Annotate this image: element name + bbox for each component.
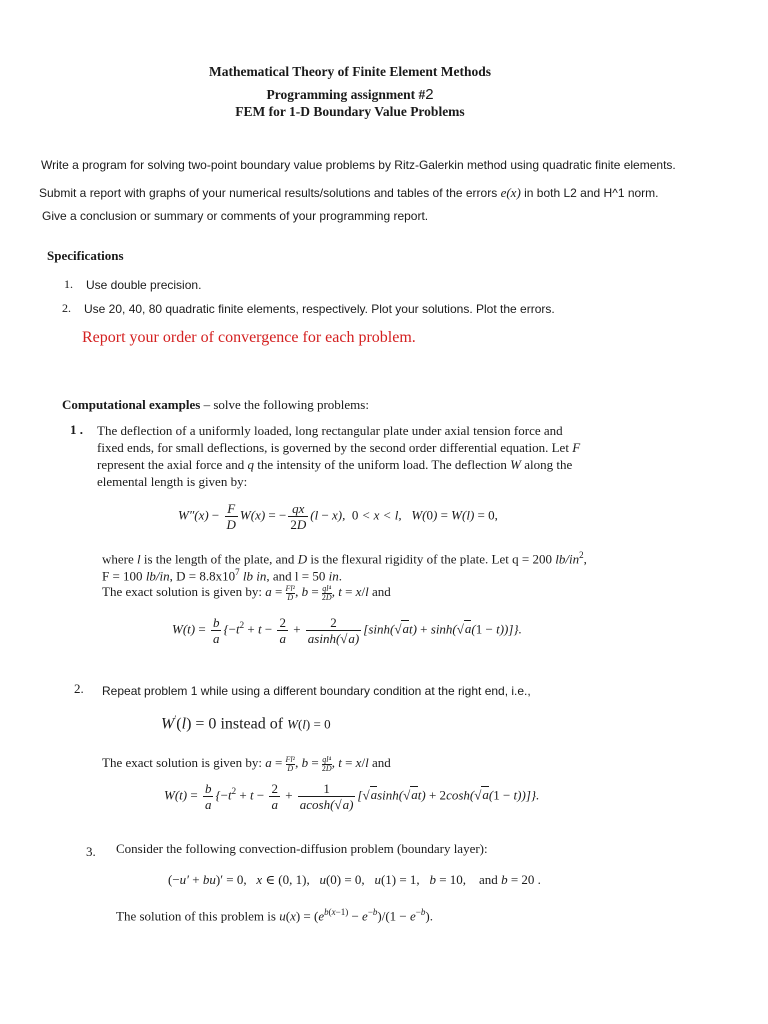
equation-w-1: W(t) = $\frac{b}{a}$ {$-t^2 + t$ − $\frac{2}{a}$ + $\frac{2}{asinh(√a)}$ [sinh(√at) + sinh(√a(1 − t))]}.: [172, 615, 522, 646]
intro-line-2: [39, 185, 659, 201]
problem-1-line-3-c: along the: [524, 457, 573, 472]
error-symbol: e(x): [500, 185, 521, 200]
problem-1-params: F = 100 lb/in, $D = 8.8x10^7$ lb in, and l = 50 in.: [102, 567, 342, 584]
and-b: and: [479, 872, 498, 887]
title-line-2-prefix: Programming assignment #: [266, 87, 426, 102]
where-a: where: [102, 551, 134, 567]
problem-1-line-2: [97, 439, 657, 456]
problem-1-line-2-text: fixed ends, for small deflections, is governed by the second order differential equation. Let: [97, 440, 569, 455]
solution-label-3: The solution of this problem is: [116, 908, 276, 924]
q-unit: lb/in: [555, 551, 580, 567]
var-f: F: [572, 440, 581, 455]
specifications-heading: Specifications: [47, 248, 124, 263]
where-b: is the length of the plate, and: [143, 551, 295, 567]
var-l: l: [137, 551, 141, 567]
problem-1-where: where l is the length of the plate, and D is the flexural rigidity of the plate. Let q = 200 $lb/in^2$,: [102, 550, 587, 567]
intro-line-2-b: in both L2 and H^1 norm.: [524, 186, 659, 200]
spec-item-2: [84, 302, 555, 316]
problem-1-line-4: elemental length is given by:: [97, 474, 248, 489]
problem-1-line-3: [97, 456, 657, 473]
intro-line-2-a: Submit a report with graphs of your numerical results/solutions and tables of the errors: [39, 186, 498, 200]
instead-of: instead of: [220, 715, 284, 733]
where-c: is the flexural rigidity of the plate. Let: [310, 551, 509, 567]
d-exponent: 7: [235, 567, 240, 577]
title-line-2: [0, 86, 700, 103]
problem-3-text: Consider the following convection-diffusion problem (boundary layer):: [116, 841, 488, 856]
spec-item-2-b: Plot the errors.: [476, 302, 555, 316]
exact-label-1: The exact solution is given by:: [102, 584, 262, 599]
problem-3-solution: The solution of this problem is $u(x) = (e^{b(x-1)} - e^{-b})/(1 - e^{-b})$.: [116, 907, 433, 924]
intro-line-3: Give a conclusion or summary or comments of your programming report.: [42, 209, 429, 223]
d-unit: lb in: [242, 568, 267, 584]
spec-item-1: Use double precision.: [86, 278, 202, 292]
var-d: D: [297, 551, 308, 567]
q-value: q = 200: [512, 551, 552, 567]
problem-2-exact: The exact solution is given by: a = $\frac{\text{Fl²}}{D}$ , b = $\frac{\text{ql⁴}}{2D}$ , t = x/l and: [102, 754, 391, 773]
problem-2-text: Repeat problem 1 while using a different boundary condition at the right end, i.e.,: [102, 684, 531, 698]
spec-item-2-a: Use 20, 40, 80 quadratic finite elements, respectively. Plot your solutions.: [84, 302, 473, 316]
var-w: W: [510, 457, 521, 472]
spec-item-1-number: 1.: [64, 277, 73, 291]
problem-1-exact: The exact solution is given by: a = $\frac{\text{Fl²}}{D}$ , b = $\frac{\text{ql⁴}}{2D}$ , t = x/l and: [102, 583, 391, 602]
assignment-number: 2: [425, 86, 434, 103]
f-unit: lb/in: [145, 568, 170, 584]
f-value: F = 100: [102, 568, 143, 584]
title-line-3: FEM for 1-D Boundary Value Problems: [235, 104, 465, 119]
problem-1-line-3-b: the intensity of the uniform load. The deflection: [257, 457, 507, 472]
l-value: l = 50: [294, 568, 326, 584]
equation-1: W″(x) − $\frac{F}{D}$ W(x) = − $\frac{qx}{2D}$ (l − x), 0 < x < l, W(0) = W(l) = 0,: [178, 501, 498, 532]
problem-1-number: 1 .: [70, 422, 83, 437]
problem-2-bc: W′(l) = 0 instead of W(l) = 0: [161, 714, 331, 733]
var-q: q: [247, 457, 255, 472]
problem-2-number: 2.: [74, 681, 84, 696]
examples-heading-bold: Computational examples: [62, 397, 201, 412]
examples-heading: [62, 397, 369, 413]
title-line-1: Mathematical Theory of Finite Element Methods: [208, 64, 492, 79]
exact-label-2: The exact solution is given by:: [102, 755, 262, 770]
exact-and-2: and: [371, 755, 391, 770]
problem-3-number: 3.: [86, 844, 96, 859]
intro-line-1: Write a program for solving two-point boundary value problems by Ritz-Galerkin method using quadratic finite elements.: [41, 158, 676, 172]
problem-1-line-1: The deflection of a uniformly loaded, long rectangular plate under axial tension force and: [97, 423, 563, 438]
equation-w-2: W(t) = $\frac{b}{a}$ {$-t^2 + t$ − $\frac{2}{a}$ + $\frac{1}{acosh(√a)}$ [√asinh(√at) + 2cosh(√a(1 − t))]}.: [164, 781, 540, 812]
l-unit: in: [328, 568, 339, 584]
convergence-note: Report your order of convergence for each problem.: [82, 329, 416, 346]
problem-1-line-3-a: represent the axial force and: [97, 457, 245, 472]
spec-item-2-number: 2.: [62, 301, 71, 315]
exact-and-1: and: [371, 584, 391, 599]
d-value: , D = 8.8x10: [169, 568, 236, 584]
examples-heading-rest: – solve the following problems:: [203, 397, 369, 412]
l-and: , and: [266, 568, 292, 584]
equation-3: (−u′ + bu)′ = 0, x ∈ (0, 1), u(0) = 0, u(1) = 1, b = 10, and b = 20 .: [168, 872, 541, 887]
problem-1-text: [97, 422, 657, 490]
